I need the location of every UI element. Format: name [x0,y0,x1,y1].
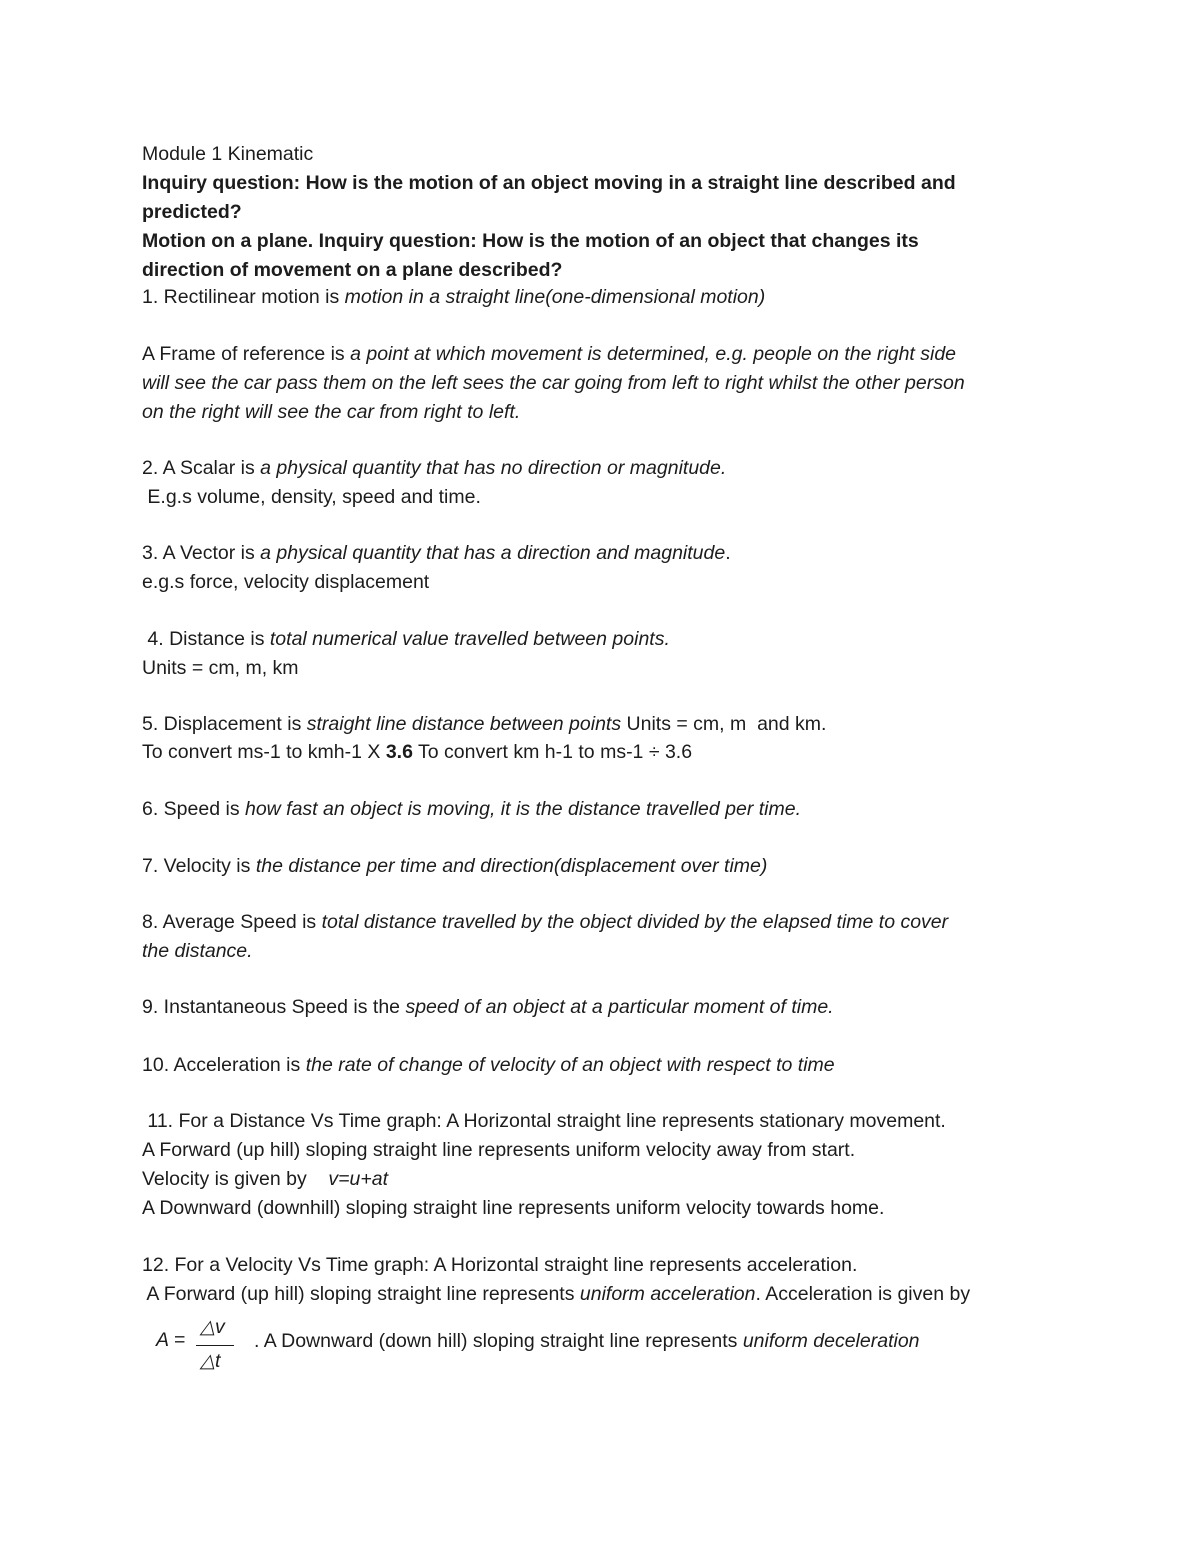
acceleration-given-by: . Acceleration is given by [755,1283,971,1305]
point-6 [142,800,801,820]
point-2-term: 2. A Scalar is [142,457,261,479]
conversion-part-1: To convert ms-1 to kmh-1 X [142,741,386,763]
conversion-line [142,743,692,763]
point-3-definition: a physical quantity that has a direction and magnitude [260,542,726,564]
inquiry-question-1-cont: predicted? [142,201,242,223]
point-7-term: 7. Velocity is [142,855,256,877]
point-12: 12. For a Velocity Vs Time graph: A Horizontal straight line represents acceleration. [142,1254,858,1276]
point-7 [142,857,767,877]
inquiry-question-2-cont: direction of movement on a plane described? [142,259,563,281]
point-12-forward [142,1285,970,1305]
point-8-definition: total distance travelled by the object divided by the elapsed time to cover [321,911,949,933]
point-1-definition: motion in a straight line(one-dimensional motion) [344,286,766,308]
point-11-velocity [142,1170,388,1190]
point-4 [142,630,670,650]
point-4-term: 4. Distance is [142,628,270,650]
point-2-definition: a physical quantity that has no direction or magnitude. [260,457,727,479]
fraction-bar [196,1345,234,1346]
point-12-downward-text: . A Downward (down hill) sloping straight line represents [254,1330,743,1352]
point-10-term: 10. Acceleration is [142,1054,306,1076]
doc-title: Module 1 Kinematic [142,143,314,165]
point-8 [142,913,948,933]
point-5-term: 5. Displacement is [142,713,307,735]
point-1-term: 1. Rectilinear motion is [142,286,345,308]
conversion-factor: 3.6 [385,741,413,763]
point-7-definition: the distance per time and direction(displacement over time) [255,855,768,877]
point-11: 11. For a Distance Vs Time graph: A Horizontal straight line represents stationary movement. [142,1110,946,1132]
point-3-term: 3. A Vector is [142,542,261,564]
point-12-forward-text: A Forward (up hill) sloping straight line represents [142,1283,580,1305]
point-1 [142,288,765,308]
point-4-units: Units = cm, m, km [142,657,299,679]
point-8-definition-cont: the distance. [142,940,253,962]
point-12-downward [254,1332,920,1352]
point-10 [142,1056,835,1076]
uniform-acceleration: uniform acceleration [579,1283,756,1305]
point-9-term: 9. Instantaneous Speed is the [142,996,406,1018]
point-3-examples: e.g.s force, velocity displacement [142,571,430,593]
point-10-definition: the rate of change of velocity of an object with respect to time [305,1054,835,1076]
frame-definition-cont-1: will see the car pass them on the left sees the car going from left to right whilst the other person [142,372,965,394]
point-3-period: . [725,542,731,564]
inquiry-question-1: Inquiry question: How is the motion of an object moving in a straight line described and [142,172,956,194]
acceleration-formula [156,1315,246,1375]
point-11-forward: A Forward (up hill) sloping straight line represents uniform velocity away from start. [142,1139,856,1161]
point-6-definition: how fast an object is moving, it is the distance travelled per time. [244,798,802,820]
velocity-formula: v=u+at [328,1168,389,1190]
point-5-units: Units = cm, m and km. [621,713,827,735]
formula-numerator: △v [200,1316,225,1338]
point-8-term: 8. Average Speed is [142,911,322,933]
frame-definition: a point at which movement is determined, e.g. people on the right side [350,343,957,365]
point-2 [142,459,726,479]
point-9 [142,998,834,1018]
point-6-term: 6. Speed is [142,798,245,820]
point-3 [142,544,731,564]
velocity-label: Velocity is given by [142,1168,329,1190]
point-11-downward: A Downward (downhill) sloping straight line represents uniform velocity towards home. [142,1197,885,1219]
uniform-deceleration: uniform deceleration [742,1330,920,1352]
inquiry-question-2: Motion on a plane. Inquiry question: How is the motion of an object that changes its [142,230,919,252]
point-5 [142,715,826,735]
frame-of-reference [142,345,956,365]
point-9-definition: speed of an object at a particular moment of time. [405,996,834,1018]
formula-denominator: △t [200,1350,221,1372]
frame-term: A Frame of reference is [142,343,351,365]
conversion-part-2: To convert km h-1 to ms-1 ÷ 3.6 [412,741,693,763]
point-4-definition: total numerical value travelled between points. [269,628,670,650]
point-5-definition: straight line distance between points [306,713,622,735]
point-2-examples: E.g.s volume, density, speed and time. [142,486,481,508]
formula-lhs: A = [156,1329,186,1351]
frame-definition-cont-2: on the right will see the car from right to left. [142,401,521,423]
